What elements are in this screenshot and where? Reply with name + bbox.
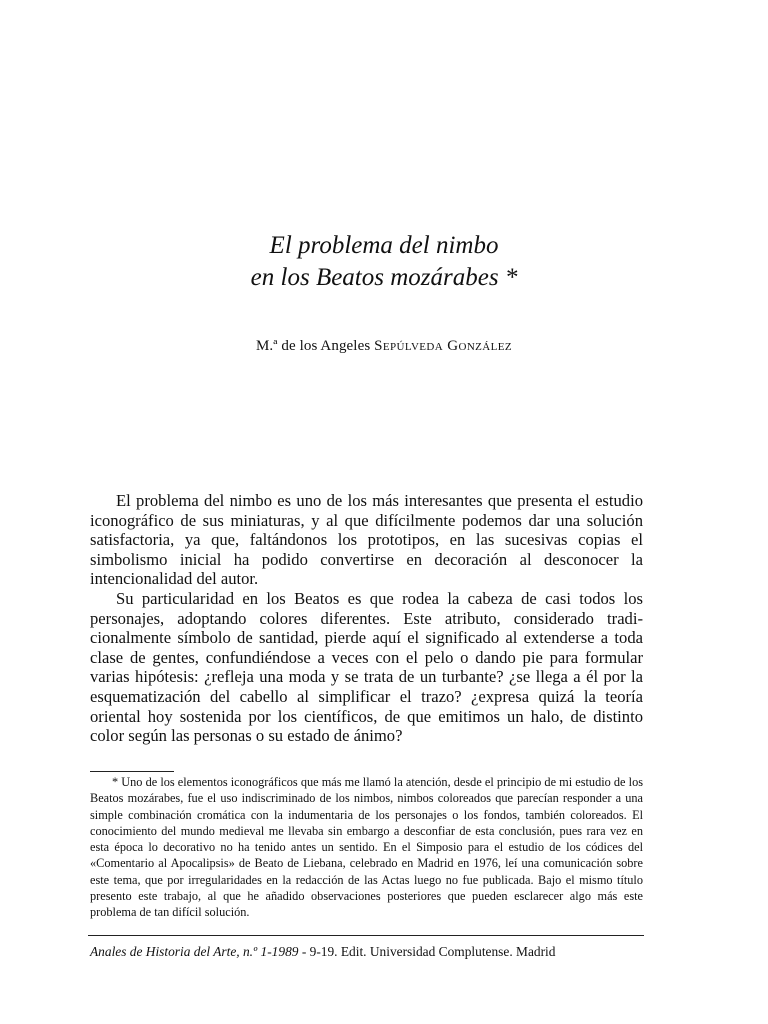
paragraph-1: El problema del nimbo es uno de los más interesantes que presenta el estudio iconográfico de sus miniaturas, y al que difícilmente podemos dar una solución satisfactoria, ya que, faltándonos los prototipos, en las sucesivas copias el simbolismo inicial ha podido convertirse en decoración al desconocer la intencionalidad del autor. bbox=[90, 491, 643, 589]
author-line bbox=[0, 336, 768, 356]
footnote: * Uno de los elementos iconográficos que más me llamó la atención, desde el principio de mi estudio de los Beatos mozárabes, fue el uso indiscriminado de los nimbos, nimbos coloreados que parecían responder a una simple combinación cromática con la indumentaria de los personajes o los fondos, también coloreados. El conocimiento del mundo medieval me llevaba sin embargo a desconfiar de esta conclusión, pues rara vez en esta época lo decorativo no ha tenido antes un sentido. En el Simposio para el estudio de los códices del «Comentario al Apocalipsis» de Beato de Liebana, celebrado en Madrid en 1976, leí una comunicación sobre este tema, que por irregularidades en la redacción de las Actas luego no fue publicada. Bajo el mismo título presento este trabajo, al que he añadido observaciones posteriores que pueden esclarecer algo más este problema de tan difícil solución. bbox=[90, 775, 643, 920]
publisher-info: - 9-19. Edit. Universidad Complutense. Madrid bbox=[298, 944, 556, 959]
footer-divider bbox=[88, 935, 644, 936]
body-text bbox=[90, 491, 643, 746]
page-footer bbox=[90, 943, 643, 961]
author-surname: Sepúlveda González bbox=[374, 338, 512, 354]
article-title-line-1: El problema del nimbo bbox=[269, 232, 499, 259]
paragraph-2: Su particularidad en los Beatos es que rodea la cabeza de casi todos los personajes, adoptando colores diferentes. Este atributo, considerado tradicionalmente símbolo de santidad, pierde aquí el significado al extenderse a toda clase de gentes, confundiéndose a veces con el pelo o dando pie para formular varias hipótesis: ¿refleja una moda y se trata de un turbante? ¿se llega a él por la esquematización del cabello al simplificar el trazo? ¿expresa quizá la teoría oriental hoy sostenida por los científicos, de que emitimos un halo, de distinto color según las personas o su estado de ánimo? bbox=[90, 588, 643, 746]
footnote-divider bbox=[90, 771, 174, 772]
author-prefix: M.ª de los Angeles bbox=[256, 338, 371, 354]
journal-citation: Anales de Historia del Arte, n.º 1-1989 bbox=[90, 944, 299, 959]
article-title-line-2: en los Beatos mozárabes * bbox=[250, 264, 518, 291]
